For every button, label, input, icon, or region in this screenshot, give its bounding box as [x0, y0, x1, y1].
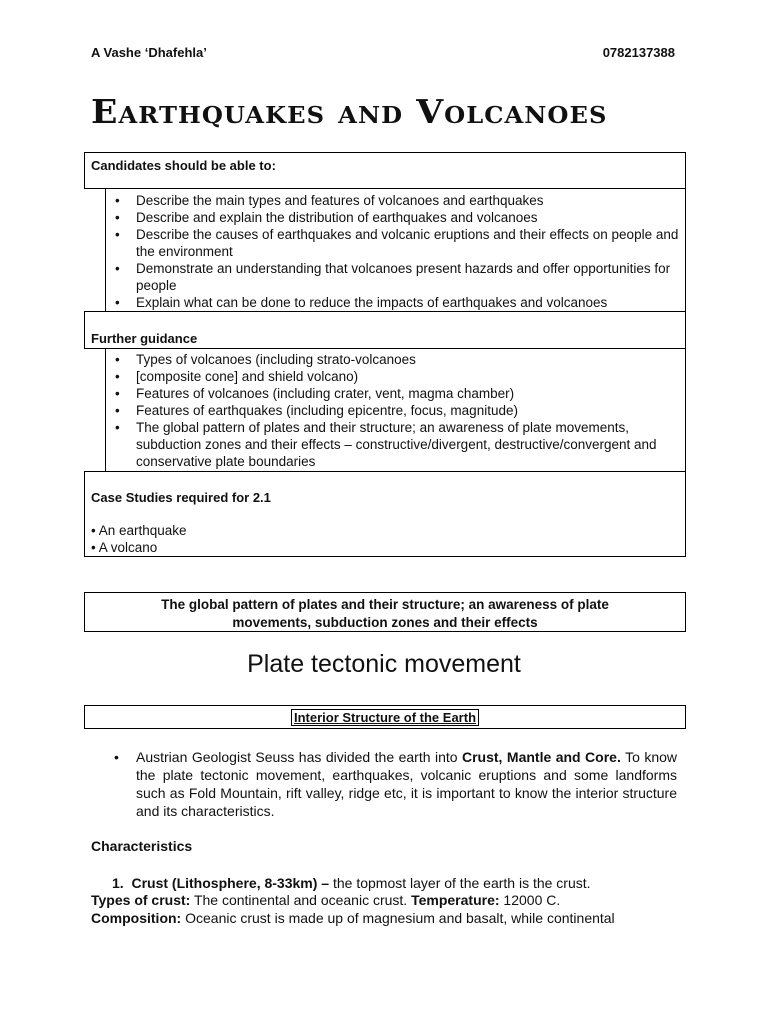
crust-number: 1. [112, 875, 124, 891]
list-item: • Describe the causes of earthquakes and volcanic eruptions and their effects on people and the environment [106, 226, 679, 260]
temperature-label: Temperature: [411, 892, 500, 908]
case-study-earthquake: • An earthquake [91, 523, 187, 538]
types-label: Types of crust: [91, 892, 191, 908]
types-text: The continental and oceanic crust. [190, 892, 412, 908]
guidance-list [106, 351, 679, 470]
crust-text: the topmost layer of the earth is the crust. [329, 875, 591, 891]
list-item: • Types of volcanoes (including strato-volcanoes [106, 351, 679, 368]
candidates-heading-box [84, 152, 686, 189]
list-item: • The global pattern of plates and their structure; an awareness of plate movements, subduction zones and their effects – constructive/divergent, destructive/convergent and conservative plate boundaries [106, 419, 679, 470]
interior-structure-box [84, 705, 686, 729]
intro-text-1: Austrian Geologist Seuss has divided the earth into [136, 749, 462, 765]
author-name: A Vashe ‘Dhafehla’ [91, 45, 207, 60]
intro-bold: Crust, Mantle and Core. [462, 749, 621, 765]
interior-structure-label: Interior Structure of the Earth [291, 709, 479, 726]
composition-text: Oceanic crust is made up of magnesium and basalt, while continental [181, 910, 615, 926]
intro-paragraph [114, 748, 677, 820]
case-study-volcano: • A volcano [91, 540, 158, 555]
intro-text-2: To know the plate tectonic movement, earthquakes, volcanic eruptions and some landforms such as Fold Mountain, rift valley, ridge etc, it is important to know the interior structure and its characteristics. [136, 749, 677, 819]
bullet-icon: • [114, 749, 119, 765]
phone-number: 0782137388 [602, 45, 675, 60]
section-heading: Plate tectonic movement [247, 650, 521, 678]
case-studies-heading: Case Studies required for 2.1 [91, 490, 271, 505]
document-title: Earthquakes and Volcanoes [91, 92, 608, 131]
candidates-list [106, 192, 679, 311]
guidance-list-box [105, 348, 686, 472]
crust-line [112, 874, 672, 892]
guidance-heading-box [84, 311, 686, 349]
list-item: • Features of earthquakes (including epicentre, focus, magnitude) [106, 402, 679, 419]
list-item: • Features of volcanoes (including crater, vent, magma chamber) [106, 385, 679, 402]
list-item: • Demonstrate an understanding that volcanoes present hazards and offer opportunities for people [106, 260, 679, 294]
list-item: • Describe the main types and features of volcanoes and earthquakes [106, 192, 679, 209]
composition-label: Composition: [91, 910, 182, 926]
list-item: • Describe and explain the distribution of earthquakes and volcanoes [106, 209, 679, 226]
composition-line [91, 909, 681, 927]
candidates-heading: Candidates should be able to: [91, 158, 276, 173]
pattern-box-text: The global pattern of plates and their structure; an awareness of plate movements, subduction zones and their effects [161, 597, 609, 630]
types-line [91, 891, 681, 909]
temperature-text: 12000 C. [499, 892, 561, 908]
list-item: • [composite cone] and shield volcano) [106, 368, 679, 385]
list-item: • Explain what can be done to reduce the impacts of earthquakes and volcanoes [106, 294, 679, 311]
crust-label: Crust (Lithosphere, 8-33km) – [131, 875, 330, 891]
characteristics-heading: Characteristics [91, 838, 193, 854]
pattern-box [84, 592, 686, 632]
guidance-heading: Further guidance [91, 331, 198, 346]
candidates-list-box [105, 188, 686, 312]
case-studies-box [84, 471, 686, 557]
